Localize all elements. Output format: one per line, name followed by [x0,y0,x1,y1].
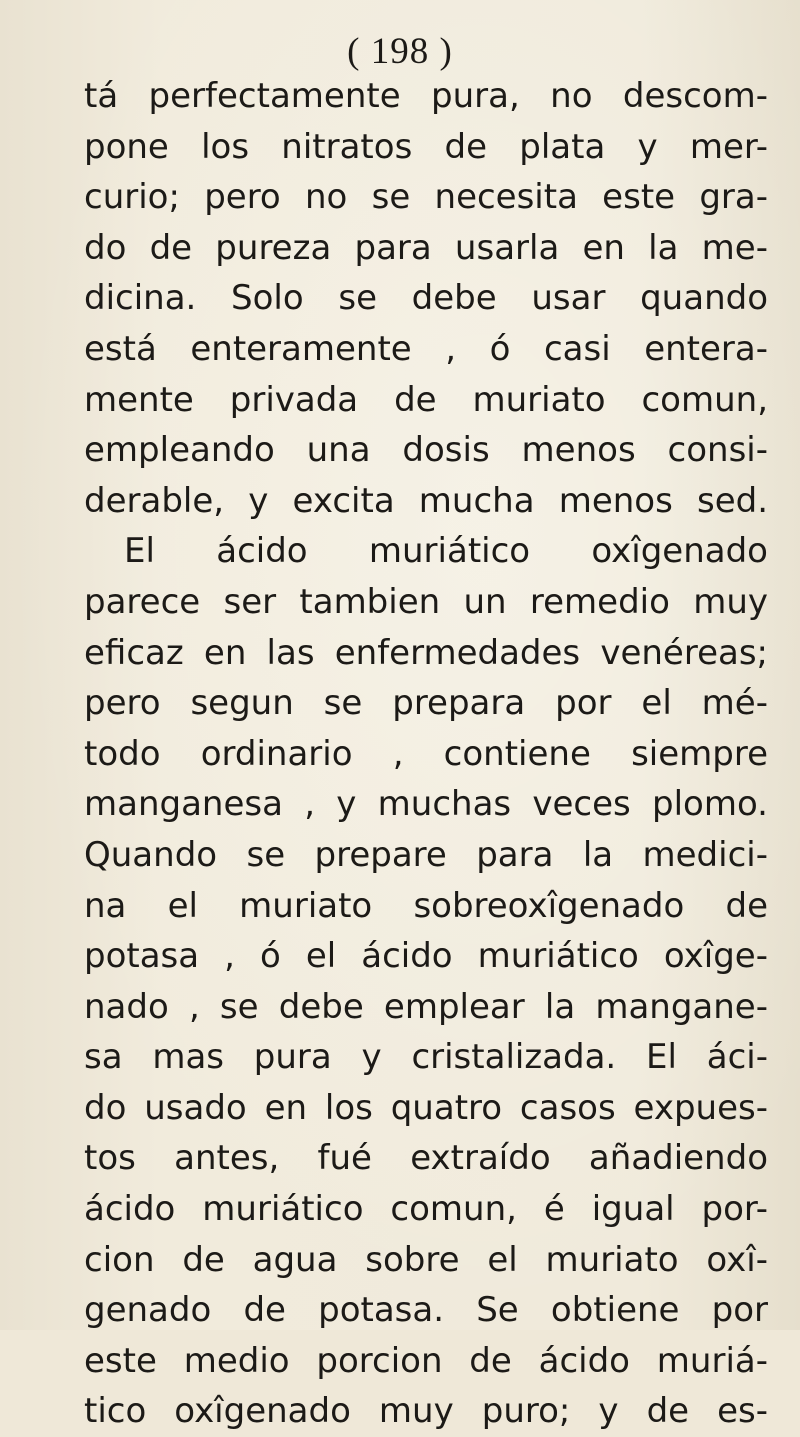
text-line: todo ordinario , contiene siempre [84,733,768,774]
text-line: parece ser tambien un remedio muy [84,581,768,622]
text-line: pone los nitratos de plata y mer- [84,126,768,167]
paragraph-start-line: El ácido muriático oxîgenado [124,531,768,572]
text-line: empleando una dosis menos consi- [84,430,768,471]
text-line: tá perfectamente pura, no descom- [84,76,768,116]
body-text [84,71,768,1437]
text-line: este medio porcion de ácido muriá- [84,1340,768,1381]
text-line: pero segun se prepara por el mé- [84,683,768,724]
text-line: dicina. Solo se debe usar quando [84,278,768,319]
text-line: eficaz en las enfermedades venéreas; [84,632,768,673]
text-line: tos antes, fué extraído añadiendo [84,1138,768,1179]
text-line: genado de potasa. Se obtiene por [84,1290,768,1331]
text-line: tico oxîgenado muy puro; y de es- [84,1391,768,1432]
text-line: nado , se debe emplear la mangane- [84,986,768,1027]
text-line: na el muriato sobreoxîgenado de [84,885,768,926]
text-line: manganesa , y muchas veces plomo. [84,784,768,825]
text-line: do usado en los quatro casos expues- [84,1087,768,1128]
text-line: está enteramente , ó casi entera- [84,328,768,369]
text-line: curio; pero no se necesita este gra- [84,177,768,218]
page-number: ( 198 ) [347,31,453,72]
text-line: do de pureza para usarla en la me- [84,227,768,268]
text-line: ácido muriático comun, é igual por- [84,1189,768,1230]
text-line: derable, y excita mucha menos sed. [84,480,768,521]
text-line: sa mas pura y cristalizada. El áci- [84,1037,768,1078]
text-line: potasa , ó el ácido muriático oxîge- [84,936,768,977]
text-line: cion de agua sobre el muriato oxî- [84,1239,768,1280]
text-line: mente privada de muriato comun, [84,379,768,420]
text-line: Quando se prepare para la medici- [84,834,768,875]
